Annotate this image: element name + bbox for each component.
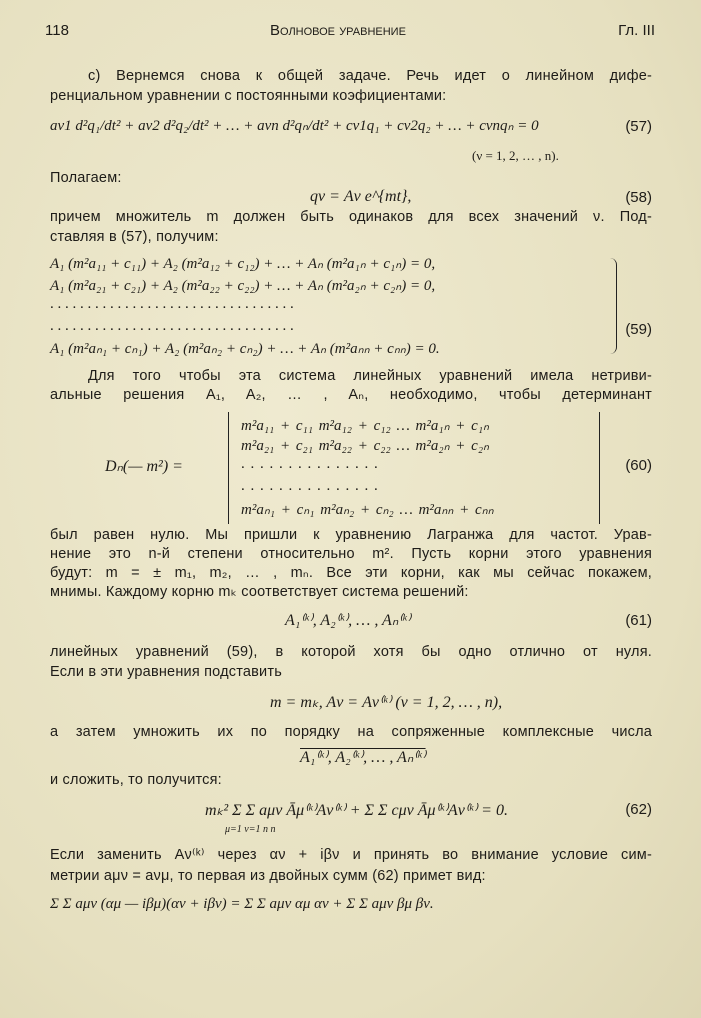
text-line: был равен нулю. Мы пришли к уравнению Лагранжа для частот. Урав- <box>50 527 652 543</box>
text-line: Для того чтобы эта система линейных уравнений имела нетриви- <box>88 368 652 384</box>
matrix-row: m²aₙ₁ + cₙ₁ m²aₙ₂ + cₙ₂ … m²aₙₙ + cₙₙ <box>241 502 494 518</box>
text-line: будут: m = ± m₁, m₂, … , mₙ. Все эти корни, как мы сейчас покажем, <box>50 565 652 581</box>
text-line: альные решения A₁, A₂, … , Aₙ, необходимо, чтобы детерминант <box>50 387 652 403</box>
equation-row: A₁ (m²aₙ₁ + cₙ₁) + A₂ (m²aₙ₂ + cₙ₂) + … + Aₙ (m²aₙₙ + cₙₙ) = 0. <box>50 341 440 357</box>
equation-61: A₁⁽ᵏ⁾, A₂⁽ᵏ⁾, … , Aₙ⁽ᵏ⁾ <box>285 612 411 629</box>
text-line: ренциальном уравнении с постоянными коэфициентами: <box>50 88 447 104</box>
final-equation: Σ Σ aμν (αμ — iβμ)(αν + iβν) = Σ Σ aμν αμ αν + Σ Σ aμν βμ βν. <box>50 896 434 912</box>
chapter-label: Гл. III <box>618 22 655 39</box>
text-line: Если заменить Aν⁽ᵏ⁾ через αν + iβν и принять во внимание условие сим- <box>50 847 652 863</box>
text-line: Если в эти уравнения подставить <box>50 664 282 680</box>
equation-number: (62) <box>625 801 652 818</box>
text-line: а затем умножить их по порядку на сопряженные комплексные числа <box>50 724 652 740</box>
matrix-row: . . . . . . . . . . . . . . . <box>241 478 378 494</box>
equation-number: (59) <box>625 321 652 338</box>
equation-row: A₁ (m²a₁₁ + c₁₁) + A₂ (m²a₁₂ + c₁₂) + … + Aₙ (m²a₁ₙ + c₁ₙ) = 0, <box>50 256 436 272</box>
equation-number: (60) <box>625 457 652 474</box>
right-brace <box>610 258 617 354</box>
equation-62: mₖ² Σ Σ aμν Āμ⁽ᵏ⁾Aν⁽ᵏ⁾ + Σ Σ cμν Āμ⁽ᵏ⁾Aν⁽ᵏ⁾ = 0. <box>205 802 508 819</box>
equation-number: (61) <box>625 612 652 629</box>
equation-condition: (ν = 1, 2, … , n). <box>472 148 559 163</box>
determinant-label: Dₙ(— m²) = <box>105 458 183 475</box>
text-line: и сложить, то получится: <box>50 772 222 788</box>
matrix-row: m²a₂₁ + c₂₁ m²a₂₂ + c₂₂ … m²a₂ₙ + c₂ₙ <box>241 438 490 454</box>
conjugate-numbers: A₁⁽ᵏ⁾, A₂⁽ᵏ⁾, … , Aₙ⁽ᵏ⁾ <box>300 749 426 766</box>
text-line: нение это n-й степени относительно m². Пусть корни этого уравнения <box>50 546 652 562</box>
equation-row: A₁ (m²a₂₁ + c₂₁) + A₂ (m²a₂₂ + c₂₂) + … + Aₙ (m²a₂ₙ + c₂ₙ) = 0, <box>50 278 436 294</box>
substitution-equation: m = mₖ, Aν = Aν⁽ᵏ⁾ (ν = 1, 2, … , n), <box>270 694 503 711</box>
equation-row: . . . . . . . . . . . . . . . . . . . . . . . . . . . . . . . . . <box>50 318 294 334</box>
determinant-matrix <box>228 412 600 524</box>
running-title: Волновое уравнение <box>270 22 406 39</box>
equation-57: aν1 d²q₁/dt² + aν2 d²q₂/dt² + … + aνn d²qₙ/dt² + cν1q₁ + cν2q₂ + … + cνnqₙ = 0 <box>50 118 539 134</box>
text-line: Полагаем: <box>50 170 122 186</box>
sum-limits: μ=1 ν=1 n n <box>225 824 276 835</box>
matrix-row: . . . . . . . . . . . . . . . <box>241 456 378 472</box>
text-line: линейных уравнений (59), в которой хотя бы одно отлично от нуля. <box>50 644 652 660</box>
text-line: метрии aμν = aνμ, то первая из двойных сумм (62) примет вид: <box>50 868 486 884</box>
page-number: 118 <box>45 22 69 39</box>
text-line: причем множитель m должен быть одинаков для всех значений ν. Под- <box>50 209 652 225</box>
equation-number: (57) <box>625 118 652 135</box>
matrix-row: m²a₁₁ + c₁₁ m²a₁₂ + c₁₂ … m²a₁ₙ + c₁ₙ <box>241 418 490 434</box>
text-line: ставляя в (57), получим: <box>50 229 219 245</box>
equation-row: . . . . . . . . . . . . . . . . . . . . . . . . . . . . . . . . . <box>50 296 294 312</box>
equation-number: (58) <box>625 189 652 206</box>
text-line: с) Вернемся снова к общей задаче. Речь идет о линейном дифе- <box>88 68 652 84</box>
text-line: мнимы. Каждому корню mₖ соответствует система решений: <box>50 584 469 600</box>
equation-58: qν = Aν e^{mt}, <box>310 188 412 205</box>
